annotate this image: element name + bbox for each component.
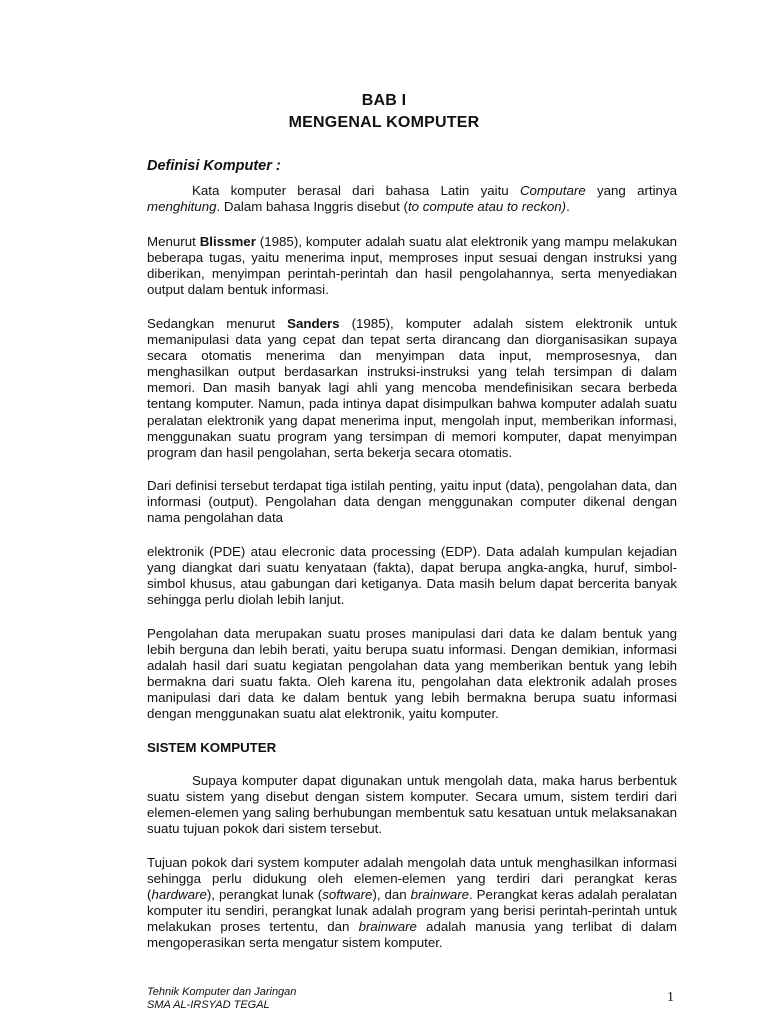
subsection-title: SISTEM KOMPUTER bbox=[147, 740, 277, 755]
paragraph-2: Menurut Blissmer (1985), komputer adalah suatu alat elektronik yang mampu melakukan beberapa tugas, yaitu menerima input, memproses input sesuai dengan instruksi yang diberikan, menyimpan perintah-perintah dan hasil pengolahannya, serta menyediakan output dalam bentuk informasi. bbox=[147, 234, 677, 298]
footer-line-2: SMA AL-IRSYAD TEGAL bbox=[147, 999, 270, 1011]
paragraph-5: elektronik (PDE) atau elecronic data processing (EDP). Data adalah kumpulan kejadian yang diangkat dari suatu kenyataan (fakta), dapat berupa angka-angka, huruf, simbol-simbol khusus, atau gabungan dari ketiganya. Data masih belum dapat bercerita banyak sehingga perlu diolah lebih lanjut. bbox=[147, 544, 677, 608]
paragraph-1: Kata komputer berasal dari bahasa Latin yaitu Computare yang artinya menghitung. Dalam bahasa Inggris disebut (to compute atau to reckon). bbox=[147, 183, 677, 215]
paragraph-7: Supaya komputer dapat digunakan untuk mengolah data, maka harus berbentuk suatu sistem yang disebut dengan sistem komputer. Secara umum, sistem terdiri dari elemen-elemen yang saling berhubungan membentuk satu kesatuan untuk melaksanakan suatu tujuan pokok dari sistem tersebut. bbox=[147, 773, 677, 837]
footer-line-1: Tehnik Komputer dan Jaringan bbox=[147, 986, 297, 998]
page-number: 1 bbox=[667, 990, 674, 1005]
section-title: Definisi Komputer : bbox=[147, 158, 281, 174]
paragraph-4: Dari definisi tersebut terdapat tiga istilah penting, yaitu input (data), pengolahan data, dan informasi (output). Pengolahan data dengan menggunakan computer dikenal dengan nama pengolahan data bbox=[147, 478, 677, 526]
chapter-title: MENGENAL KOMPUTER bbox=[288, 114, 480, 131]
chapter-number: BAB I bbox=[361, 92, 407, 109]
paragraph-8: Tujuan pokok dari system komputer adalah mengolah data untuk menghasilkan informasi sehingga perlu didukung oleh elemen-elemen yang terdiri dari perangkat keras (hardware), perangkat lunak (software), dan brainware. Perangkat keras adalah peralatan komputer itu sendiri, perangkat lunak adalah program yang berisi perintah-perintah untuk melakukan proses tertentu, dan brainware adalah manusia yang terlibat di dalam mengoperasikan serta mengatur sistem komputer. bbox=[147, 855, 678, 951]
paragraph-3: Sedangkan menurut Sanders (1985), komputer adalah sistem elektronik untuk memanipulasi data yang cepat dan tepat serta dirancang dan diorganisasikan supaya secara otomatis menerima dan menyimpan data input, memprosesnya, dan menghasilkan output berdasarkan instruksi-instruksi yang telah tersimpan di dalam memori. Dan masih banyak lagi ahli yang mencoba mendefinisikan secara berbeda tentang komputer. Namun, pada intinya dapat disimpulkan bahwa komputer adalah suatu peralatan elektronik yang dapat menerima input, mengolah input, memberikan informasi, menggunakan suatu program yang tersimpan di memori komputer, dapat menyimpan program dan hasil pengolahan, serta bekerja secara otomatis. bbox=[147, 316, 677, 460]
paragraph-6: Pengolahan data merupakan suatu proses manipulasi dari data ke dalam bentuk yang lebih berguna dan lebih berati, yaitu berupa suatu informasi. Dengan demikian, informasi adalah hasil dari suatu kegiatan pengolahan data yang memberikan bentuk yang lebih bermakna dari suatu fakta. Oleh karena itu, pengolahan data elektronik adalah proses manipulasi dari data ke dalam bentuk yang lebih bermakna berupa suatu informasi dengan menggunakan suatu alat elektronik, yaitu komputer. bbox=[147, 626, 677, 722]
footer-credits bbox=[147, 986, 296, 1012]
